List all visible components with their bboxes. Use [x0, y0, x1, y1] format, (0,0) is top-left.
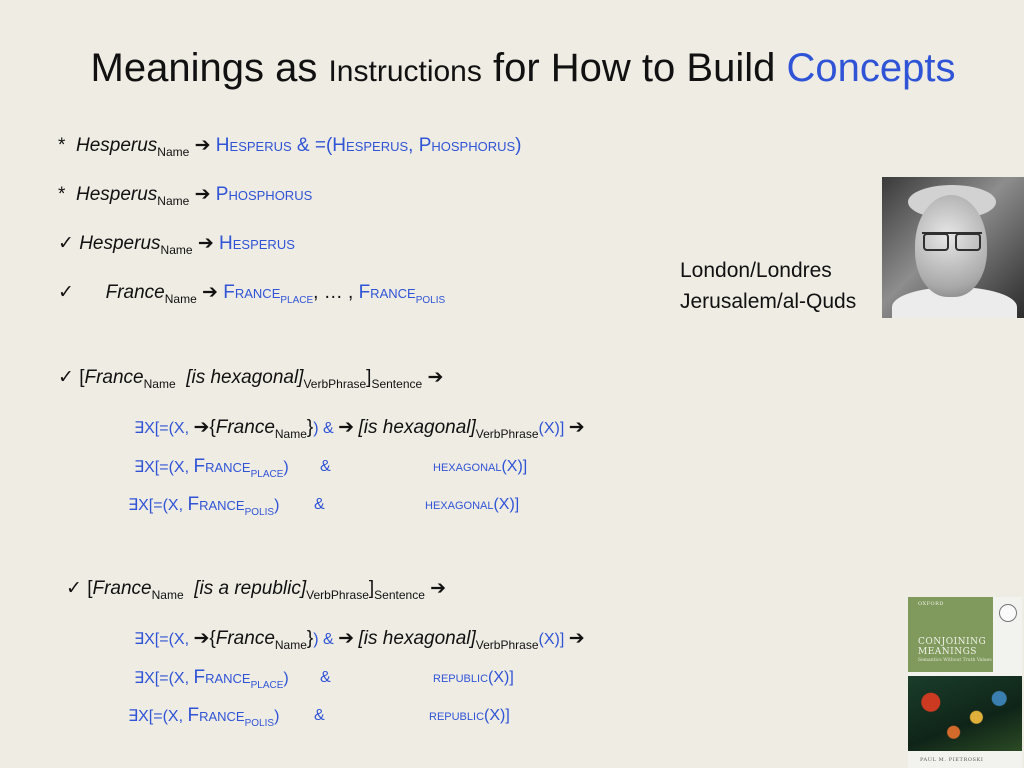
title-part-2: Instructions [328, 55, 482, 88]
formula-word: France [193, 456, 251, 477]
brace-close: } [306, 417, 314, 438]
concept-place-sub: PLACE [280, 295, 314, 306]
formula-3 [128, 493, 520, 518]
arrow-icon: ➔ [427, 367, 444, 388]
formula-close: ) [283, 459, 289, 476]
row-concept: Phosphorus [215, 184, 313, 205]
place-pair-2: Jerusalem/al-Quds [680, 290, 857, 313]
formula-pred: republic(X)] [429, 707, 510, 724]
book-cover-title-panel [908, 597, 993, 672]
bracket-open: [ [87, 578, 93, 599]
arrow-icon: ➔ [568, 628, 585, 649]
row-word: France [105, 282, 165, 303]
title-part-4: Concepts [786, 46, 956, 90]
vp-sub: VerbPhrase [306, 588, 369, 602]
brace-close: } [306, 628, 314, 649]
book-cover [908, 597, 1022, 768]
row-word: Hesperus [79, 233, 161, 254]
formula-amp: ) & [313, 420, 339, 437]
formula-5 [134, 666, 514, 691]
formula-4 [134, 627, 585, 652]
formula-lead: ∃X[=(X, [134, 420, 194, 437]
arrow-icon: ➔ [338, 628, 355, 649]
formula-word: France [187, 494, 245, 515]
row-mark: * [58, 184, 66, 205]
concept-polis-sub: POLIS [415, 295, 446, 306]
formula-sub: Name [274, 427, 307, 441]
bracket-close: ] [368, 578, 375, 599]
book-author: PAUL M. PIETROSKI [920, 757, 984, 763]
head-word: France [92, 578, 152, 599]
hesperus-row-2 [58, 183, 312, 207]
bracket-open: [ [79, 367, 85, 388]
arrow-icon: ➔ [193, 417, 210, 438]
concept-place: France [223, 282, 281, 303]
brace-open: { [209, 628, 216, 649]
formula-pred: republic(X)] [433, 669, 514, 686]
head-sub: Name [143, 377, 176, 391]
formula-lead: ∃X[=(X, [128, 708, 188, 725]
vp-sub: VerbPhrase [303, 377, 367, 391]
formula-vp-sub: VerbPhrase [475, 638, 539, 652]
formula-sub: POLIS [244, 718, 275, 729]
book-title-line-2: MEANINGS [918, 647, 977, 657]
hesperus-row-3 [58, 232, 295, 256]
formula-amp: & [314, 707, 325, 724]
formula-pred: hexagonal(X)] [433, 458, 528, 475]
formula-sub: PLACE [250, 469, 284, 480]
row-sub: Name [157, 194, 190, 208]
row-mark: * [58, 135, 66, 156]
row-sub: Name [164, 292, 197, 306]
hesperus-row-1 [58, 134, 522, 158]
formula-sub: Name [274, 638, 307, 652]
book-publisher: OXFORD [918, 601, 944, 607]
formula-vp-sub: VerbPhrase [475, 427, 539, 441]
concept-polis: France [358, 282, 416, 303]
check-mark: ✓ [58, 233, 74, 254]
title-part-1: Meanings as [90, 46, 329, 90]
verb-phrase: [is a republic] [194, 578, 307, 599]
formula-2 [134, 455, 528, 480]
sentence-sub: Sentence [371, 377, 423, 391]
place-name-pairs [680, 255, 856, 317]
brace-open: { [209, 417, 216, 438]
formula-amp: ) & [313, 631, 339, 648]
row-word: Hesperus [75, 184, 158, 205]
formula-word: France [215, 417, 275, 438]
formula-amp: & [314, 496, 325, 513]
formula-close: ) [274, 497, 280, 514]
slide-title [0, 46, 1024, 91]
head-word: France [84, 367, 144, 388]
formula-1 [134, 416, 585, 441]
formula-tail: (X)] [538, 631, 569, 648]
sentence-sub: Sentence [374, 588, 425, 602]
formula-pred: hexagonal(X)] [425, 496, 520, 513]
arrow-icon: ➔ [197, 233, 214, 254]
publisher-seal-icon [999, 604, 1017, 622]
formula-sub: POLIS [244, 507, 275, 518]
france-row [58, 281, 445, 305]
check-mark: ✓ [58, 367, 74, 388]
place-pair-1: London/Londres [680, 259, 832, 282]
formula-close: ) [283, 670, 289, 687]
formula-lead: ∃X[=(X, [134, 459, 194, 476]
arrow-icon: ➔ [202, 282, 218, 303]
book-title-line-1: CONJOINING [918, 637, 987, 647]
row-word: Hesperus [75, 135, 158, 156]
sentence-republic [66, 577, 446, 601]
arrow-icon: ➔ [194, 184, 211, 205]
formula-amp: & [320, 458, 331, 475]
row-sub: Name [160, 243, 193, 257]
row-concept: Hesperus & =(Hesperus, Phosphorus) [215, 135, 522, 156]
book-subtitle: Semantics Without Truth Values [918, 658, 992, 663]
concept-ellipsis: , … , [313, 282, 359, 303]
formula-tail: (X)] [538, 420, 569, 437]
formula-lead: ∃X[=(X, [134, 670, 194, 687]
formula-close: ) [274, 708, 280, 725]
formula-lead: ∃X[=(X, [128, 497, 188, 514]
formula-word: France [193, 667, 251, 688]
bracket-close: ] [366, 367, 372, 388]
portrait-photo [882, 177, 1024, 318]
formula-amp: & [320, 669, 331, 686]
glasses-icon [922, 232, 982, 250]
formula-vp: [is hexagonal] [358, 417, 476, 438]
row-sub: Name [157, 145, 190, 159]
arrow-icon: ➔ [430, 578, 447, 599]
formula-word: France [187, 705, 245, 726]
title-part-3: for How to Build [481, 46, 787, 90]
check-mark: ✓ [66, 578, 82, 599]
verb-phrase: [is hexagonal] [186, 367, 304, 388]
book-cover-artwork [908, 676, 1022, 751]
formula-vp: [is hexagonal] [358, 628, 476, 649]
head-sub: Name [151, 588, 184, 602]
formula-lead: ∃X[=(X, [134, 631, 194, 648]
arrow-icon: ➔ [194, 135, 211, 156]
book-title [918, 637, 986, 657]
formula-sub: PLACE [250, 680, 284, 691]
sentence-hexagonal [58, 366, 443, 390]
row-concept: Hesperus [219, 233, 295, 254]
formula-word: France [215, 628, 275, 649]
arrow-icon: ➔ [568, 417, 585, 438]
arrow-icon: ➔ [193, 628, 210, 649]
check-mark: ✓ [58, 282, 74, 303]
formula-6 [128, 704, 510, 729]
arrow-icon: ➔ [338, 417, 355, 438]
